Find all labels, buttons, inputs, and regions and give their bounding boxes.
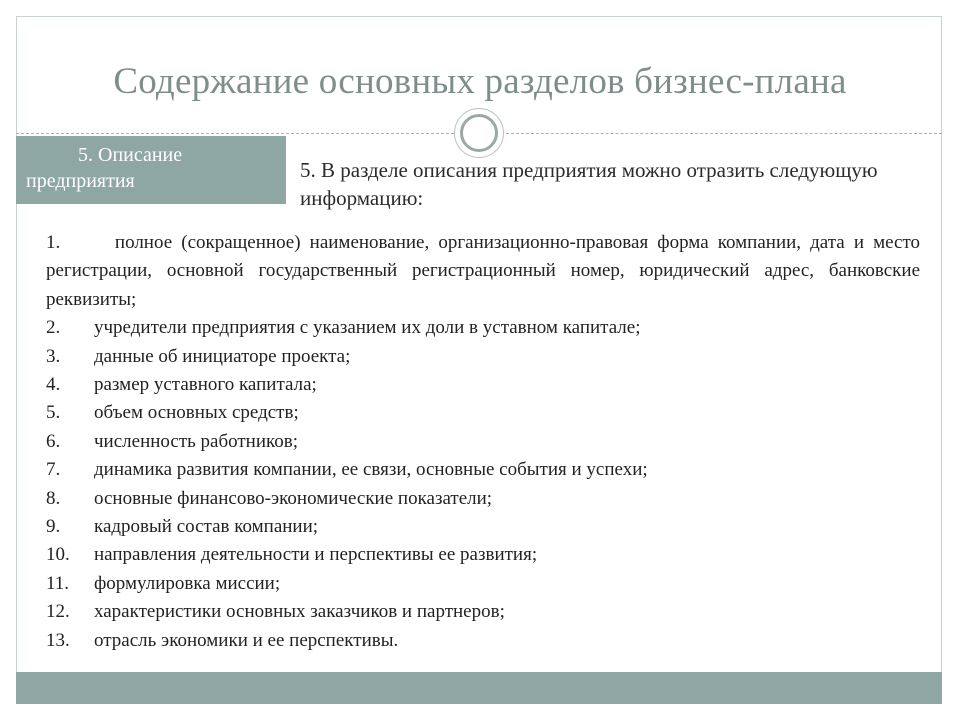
section-label-line2: предприятия — [26, 170, 135, 192]
list-item-text: характеристики основных заказчиков и партнеров; — [94, 601, 505, 623]
section-label-box — [16, 136, 286, 204]
list-item-number: 9. — [46, 516, 61, 538]
section-label-line1: 5. Описание — [78, 144, 183, 166]
list-item-text: учредители предприятия с указанием их доли в уставном капитале; — [94, 317, 641, 339]
list-item-text: данные об инициаторе проекта; — [94, 345, 351, 367]
list-item — [46, 513, 920, 541]
list-item — [46, 456, 920, 484]
list-item-number: 12. — [46, 601, 70, 623]
list-item-number: 5. — [46, 402, 61, 424]
footer-bar — [16, 672, 942, 704]
list-item-text: направления деятельности и перспективы ее развития; — [94, 544, 538, 566]
list-item-number: 10. — [46, 544, 70, 566]
list-item — [46, 485, 920, 513]
list-item-number: 2. — [46, 317, 61, 339]
list-item-text: полное (сокращенное) наименование, организационно-правовая форма компании, дата и место регистрации, основной государственный регистрационный номер, юридический адрес, банковские реквизиты; — [46, 232, 921, 310]
list-item-number: 1. — [46, 232, 61, 253]
list-item — [46, 627, 920, 655]
list-item-number: 11. — [46, 572, 70, 594]
title-divider-right — [506, 133, 942, 134]
list-item-text: размер уставного капитала; — [94, 374, 317, 396]
info-list — [46, 229, 920, 655]
list-item-text: формулировка миссии; — [94, 572, 281, 594]
title-divider-left — [16, 133, 454, 134]
list-item-text: объем основных средств; — [94, 402, 299, 424]
list-item-number: 7. — [46, 459, 61, 481]
circle-ornament-icon — [454, 108, 504, 158]
list-item — [46, 541, 920, 569]
list-item-number: 13. — [46, 629, 70, 651]
list-item-number: 8. — [46, 487, 61, 509]
list-item-text: кадровый состав компании; — [94, 516, 319, 538]
list-item — [46, 343, 920, 371]
list-item — [46, 598, 920, 626]
list-item-text: динамика развития компании, ее связи, основные события и успехи; — [94, 459, 648, 481]
slide-title: Содержание основных разделов бизнес-плана — [113, 61, 847, 102]
list-item — [46, 570, 920, 598]
list-item-text: численность работников; — [94, 430, 299, 452]
list-item — [46, 399, 920, 427]
list-item — [46, 314, 920, 342]
intro-text: 5. В разделе описания предприятия можно отразить следующую информацию: — [300, 158, 878, 210]
list-item — [46, 371, 920, 399]
list-item-number: 6. — [46, 430, 61, 452]
list-item-number: 4. — [46, 374, 61, 396]
list-item-text: основные финансово-экономические показатели; — [94, 487, 493, 509]
list-item-text: отрасль экономики и ее перспективы. — [94, 629, 399, 651]
circle-ornament-ring — [460, 114, 498, 152]
list-item-number: 3. — [46, 345, 61, 367]
list-item — [46, 229, 920, 314]
list-item — [46, 428, 920, 456]
